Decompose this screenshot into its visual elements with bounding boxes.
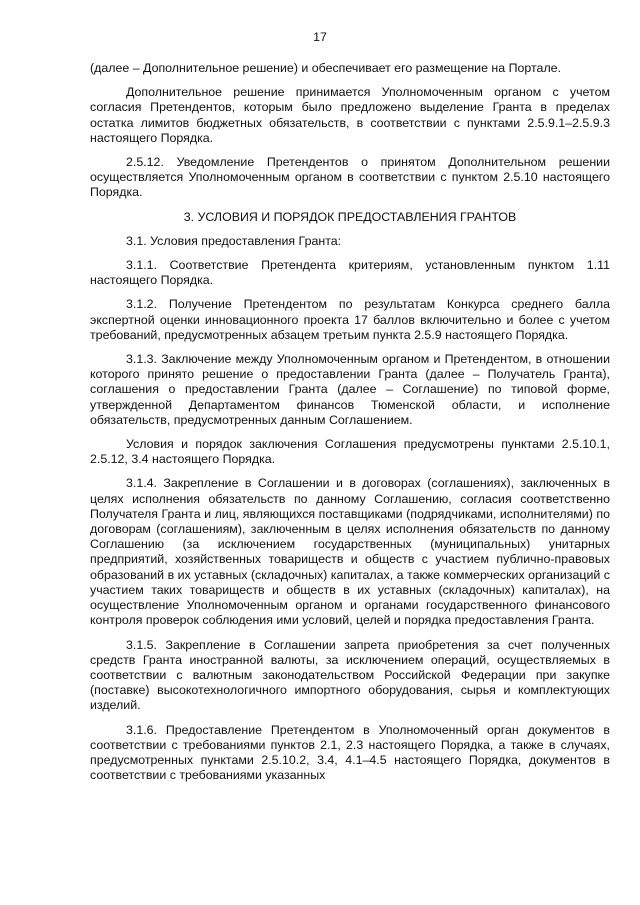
page-number: 17 xyxy=(313,30,327,44)
paragraph-3-1-4: 3.1.4. Закрепление в Соглашении и в договорах (соглашениях), заключенных в целях исполнения обязательств по данному Соглашению, согласия соответственно Получателя Гранта и лиц, являющихся поставщиками (подрядчиками, исполнителями) по договорам (соглашениям), заключенным в целях исполнения обязательств по данному Соглашению (за исключением государственных (муниципальных) унитарных предприятий, хозяйственных товариществ и обществ с участием публично-правовых образований в их уставных (складочных) капиталах, а также коммерческих организаций с участием таких товариществ и обществ в их уставных (складочных) капиталах), на осуществление Уполномоченным органом и органами государственного финансового контроля проверок соблюдения ими условий, целей и порядка предоставления Гранта. xyxy=(90,476,610,628)
paragraph-additional-decision: Дополнительное решение принимается Уполномоченным органом с учетом согласия Претендентов, которым было предложено выделение Гранта в пределах остатка лимитов бюджетных обязательств, в соответствии с пунктами 2.5.9.1–2.5.9.3 настоящего Порядка. xyxy=(90,85,610,145)
paragraph-continuation: (далее – Дополнительное решение) и обеспечивает его размещение на Портале. xyxy=(90,61,562,75)
paragraph-2-5-12: 2.5.12. Уведомление Претендентов о принятом Дополнительном решении осуществляется Уполномоченным органом в соответствии с пунктом 2.5.10 настоящего Порядка. xyxy=(90,155,610,200)
paragraph-3-1-3: 3.1.3. Заключение между Уполномоченным органом и Претендентом, в отношении которого принято решение о предоставлении Гранта (далее – Получатель Гранта), соглашения о предоставлении Гранта (далее – Соглашение) по типовой форме, утвержденной Департаментом финансов Тюменской области, и исполнение обязательств, предусмотренных данным Соглашением. xyxy=(90,352,610,427)
paragraph-3-1: 3.1. Условия предоставления Гранта: xyxy=(126,233,342,248)
paragraph-3-1-6: 3.1.6. Предоставление Претендентом в Уполномоченный орган документов в соответствии с требованиями пунктов 2.1, 2.3 настоящего Порядка, а также в случаях, предусмотренных пунктами 2.5.10.2, 3.4, 4.1–4.5 настоящего Порядка, документов в соответствии с требованиями указанных xyxy=(90,722,610,783)
paragraph-3-1-5: 3.1.5. Закрепление в Соглашении запрета приобретения за счет полученных средств Гранта иностранной валюты, за исключением операций, осуществляемых в соответствии с валютным законодательством Российской Федерации при закупке (поставке) высокотехнологичного импортного оборудования, сырья и комплектующих изделий. xyxy=(90,637,610,713)
paragraph-agreement-conditions: Условия и порядок заключения Соглашения предусмотрены пунктами 2.5.10.1, 2.5.12, 3.4 настоящего Порядка. xyxy=(90,437,610,467)
paragraph-3-1-2: 3.1.2. Получение Претендентом по результатам Конкурса среднего балла экспертной оценки инновационного проекта 17 баллов включительно и более с учетом требований, предусмотренных абзацем третьим пункта 2.5.9 настоящего Порядка. xyxy=(90,297,610,342)
page-body xyxy=(90,61,610,792)
paragraph-3-1-1: 3.1.1. Соответствие Претендента критериям, установленным пунктом 1.11 настоящего Порядка. xyxy=(90,258,610,288)
section-heading: 3. УСЛОВИЯ И ПОРЯДОК ПРЕДОСТАВЛЕНИЯ ГРАНТОВ xyxy=(183,209,517,224)
